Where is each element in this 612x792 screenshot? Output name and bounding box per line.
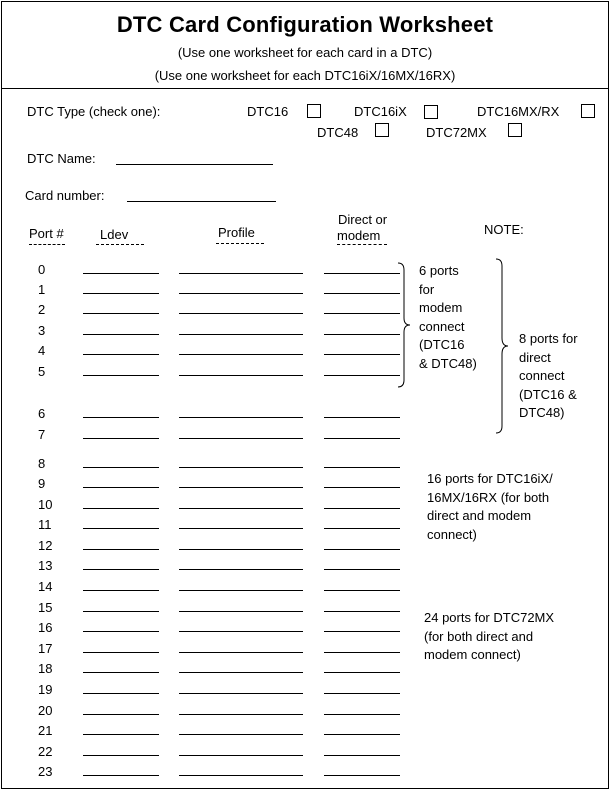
ldev-field[interactable] [83,487,159,488]
profile-field[interactable] [179,334,303,335]
eight-ports-note-line: 8 ports for [519,331,578,346]
profile-field[interactable] [179,375,303,376]
dtc16ix-option-label: DTC16iX [354,104,407,119]
twentyfour-ports-note-line: modem connect) [424,647,521,662]
ldev-field[interactable] [83,438,159,439]
profile-field[interactable] [179,672,303,673]
port-number: 14 [38,579,53,594]
worksheet-header [2,2,608,89]
port-number: 15 [38,600,53,615]
port-number: 11 [38,517,52,532]
profile-field[interactable] [179,273,303,274]
dtc48-checkbox[interactable] [375,123,389,137]
sixteen-ports-note-line: 16MX/16RX (for both [427,489,550,505]
profile-field[interactable] [179,549,303,550]
profile-field[interactable] [179,569,303,570]
card-number-field[interactable] [127,201,276,202]
direct-or-modem-field[interactable] [324,714,400,715]
port-number: 21 [38,723,53,738]
profile-field[interactable] [179,354,303,355]
ldev-field[interactable] [83,273,159,274]
port-number: 10 [38,497,53,512]
worksheet-subtitle-2: (Use one worksheet for each DTC16iX/16MX/16RX) [154,68,456,83]
profile-header-rule [216,243,264,244]
ldev-field[interactable] [83,652,159,653]
dtc16-option-label: DTC16 [247,104,289,119]
eight-ports-note-line: connect [519,368,565,383]
ldev-field[interactable] [83,631,159,632]
port-number: 16 [38,620,53,635]
direct-or-modem-field[interactable] [324,354,400,355]
profile-field[interactable] [179,438,303,439]
card-number-label: Card number: [25,188,105,203]
port-number: 19 [38,682,53,697]
twentyfour-ports-note-line: 24 ports for DTC72MX [424,610,555,625]
direct-or-modem-field[interactable] [324,508,400,509]
ldev-field[interactable] [83,672,159,673]
direct-or-modem-field[interactable] [324,313,400,314]
profile-field[interactable] [179,631,303,632]
direct-or-modem-field[interactable] [324,755,400,756]
port-number: 18 [38,661,53,676]
profile-field[interactable] [179,508,303,509]
direct-or-modem-field[interactable] [324,417,400,418]
eight-ports-note-line: (DTC16 & [519,386,577,402]
six-ports-brace [396,262,412,388]
dtc16mxrx-option-label: DTC16MX/RX [477,104,560,119]
worksheet-title: DTC Card Configuration Worksheet [116,12,494,37]
ldev-field[interactable] [83,734,159,735]
port-column-header: Port # [29,226,64,241]
ldev-field[interactable] [83,569,159,570]
ldev-field[interactable] [83,293,159,294]
direct-or-modem-field[interactable] [324,672,400,673]
port-number: 20 [38,703,53,718]
direct-or-modem-field[interactable] [324,438,400,439]
profile-field[interactable] [179,417,303,418]
profile-field[interactable] [179,775,303,776]
dtc-name-label: DTC Name: [27,151,96,166]
worksheet-subtitle-1: (Use one worksheet for each card in a DTC) [177,45,433,60]
ldev-field[interactable] [83,508,159,509]
port-number: 13 [38,558,53,573]
profile-field[interactable] [179,467,303,468]
profile-field[interactable] [179,693,303,694]
sixteen-ports-note [427,470,553,544]
port-number: 17 [38,641,53,656]
direct-or-modem-field[interactable] [324,273,400,274]
port-header-rule [29,244,65,245]
profile-column-header: Profile [218,225,255,240]
profile-field[interactable] [179,313,303,314]
port-number: 7 [38,427,46,442]
port-number: 0 [38,262,46,277]
direct-column-header-line1: Direct or [338,212,388,227]
profile-field[interactable] [179,611,303,612]
six-ports-note-line: modem [419,300,463,315]
worksheet-frame [1,1,609,789]
ldev-field[interactable] [83,354,159,355]
port-number: 4 [38,343,46,358]
direct-or-modem-field[interactable] [324,487,400,488]
ldev-field[interactable] [83,775,159,776]
ldev-field[interactable] [83,693,159,694]
port-number: 12 [38,538,53,553]
direct-or-modem-field[interactable] [324,631,400,632]
dtc16-checkbox[interactable] [307,104,321,118]
direct-or-modem-field[interactable] [324,693,400,694]
dtc72mx-checkbox[interactable] [508,123,522,137]
ldev-field[interactable] [83,590,159,591]
profile-field[interactable] [179,755,303,756]
dtc72mx-option-label: DTC72MX [426,125,487,140]
profile-field[interactable] [179,293,303,294]
direct-column-header-line2: modem [337,228,381,243]
direct-or-modem-field[interactable] [324,611,400,612]
direct-header-rule [337,244,387,245]
eight-ports-note-line: direct [519,349,551,365]
port-number: 23 [38,764,53,779]
port-number: 22 [38,744,53,759]
port-number: 3 [38,323,46,338]
eight-ports-brace [494,258,510,434]
six-ports-note-line: (DTC16 [419,337,465,352]
port-number: 1 [38,282,46,297]
port-number: 8 [38,456,46,471]
dtc-name-field[interactable] [116,164,273,165]
note-column-header: NOTE: [484,222,524,237]
profile-field[interactable] [179,487,303,488]
ldev-column-header: Ldev [100,227,129,242]
six-ports-note-line: & DTC48) [419,355,477,371]
dtc48-option-label: DTC48 [317,125,359,140]
profile-field[interactable] [179,734,303,735]
six-ports-note [419,262,477,373]
direct-or-modem-field[interactable] [324,652,400,653]
dtc16ix-checkbox[interactable] [424,105,438,119]
six-ports-note-line: 6 ports [419,263,459,278]
ldev-field[interactable] [83,313,159,314]
dtc-type-label: DTC Type (check one): [27,104,161,119]
ldev-field[interactable] [83,417,159,418]
ldev-field[interactable] [83,375,159,376]
port-number: 5 [38,364,46,379]
ldev-field[interactable] [83,467,159,468]
ldev-field[interactable] [83,528,159,529]
profile-field[interactable] [179,714,303,715]
ldev-field[interactable] [83,334,159,335]
direct-or-modem-field[interactable] [324,549,400,550]
ldev-field[interactable] [83,714,159,715]
direct-or-modem-field[interactable] [324,590,400,591]
dtc16mxrx-checkbox[interactable] [581,104,595,118]
sixteen-ports-note-line: 16 ports for DTC16iX/ [427,471,553,486]
direct-or-modem-field[interactable] [324,775,400,776]
twentyfour-ports-note [424,609,554,665]
eight-ports-note [519,330,578,423]
eight-ports-note-line: DTC48) [519,405,565,420]
direct-or-modem-field[interactable] [324,734,400,735]
six-ports-note-line: connect [419,318,465,334]
ldev-field[interactable] [83,755,159,756]
profile-field[interactable] [179,528,303,529]
ldev-field[interactable] [83,611,159,612]
port-number: 2 [38,302,46,317]
profile-field[interactable] [179,652,303,653]
direct-or-modem-field[interactable] [324,569,400,570]
direct-or-modem-field[interactable] [324,375,400,376]
sixteen-ports-note-line: connect) [427,526,477,542]
twentyfour-ports-note-line: (for both direct and [424,628,534,644]
ldev-field[interactable] [83,549,159,550]
ldev-header-rule [96,244,144,245]
direct-or-modem-field[interactable] [324,528,400,529]
six-ports-note-line: for [419,281,435,297]
direct-or-modem-field[interactable] [324,334,400,335]
direct-or-modem-field[interactable] [324,293,400,294]
profile-field[interactable] [179,590,303,591]
sixteen-ports-note-line: direct and modem [427,508,532,523]
port-number: 6 [38,406,46,421]
port-number: 9 [38,476,46,491]
direct-or-modem-field[interactable] [324,467,400,468]
